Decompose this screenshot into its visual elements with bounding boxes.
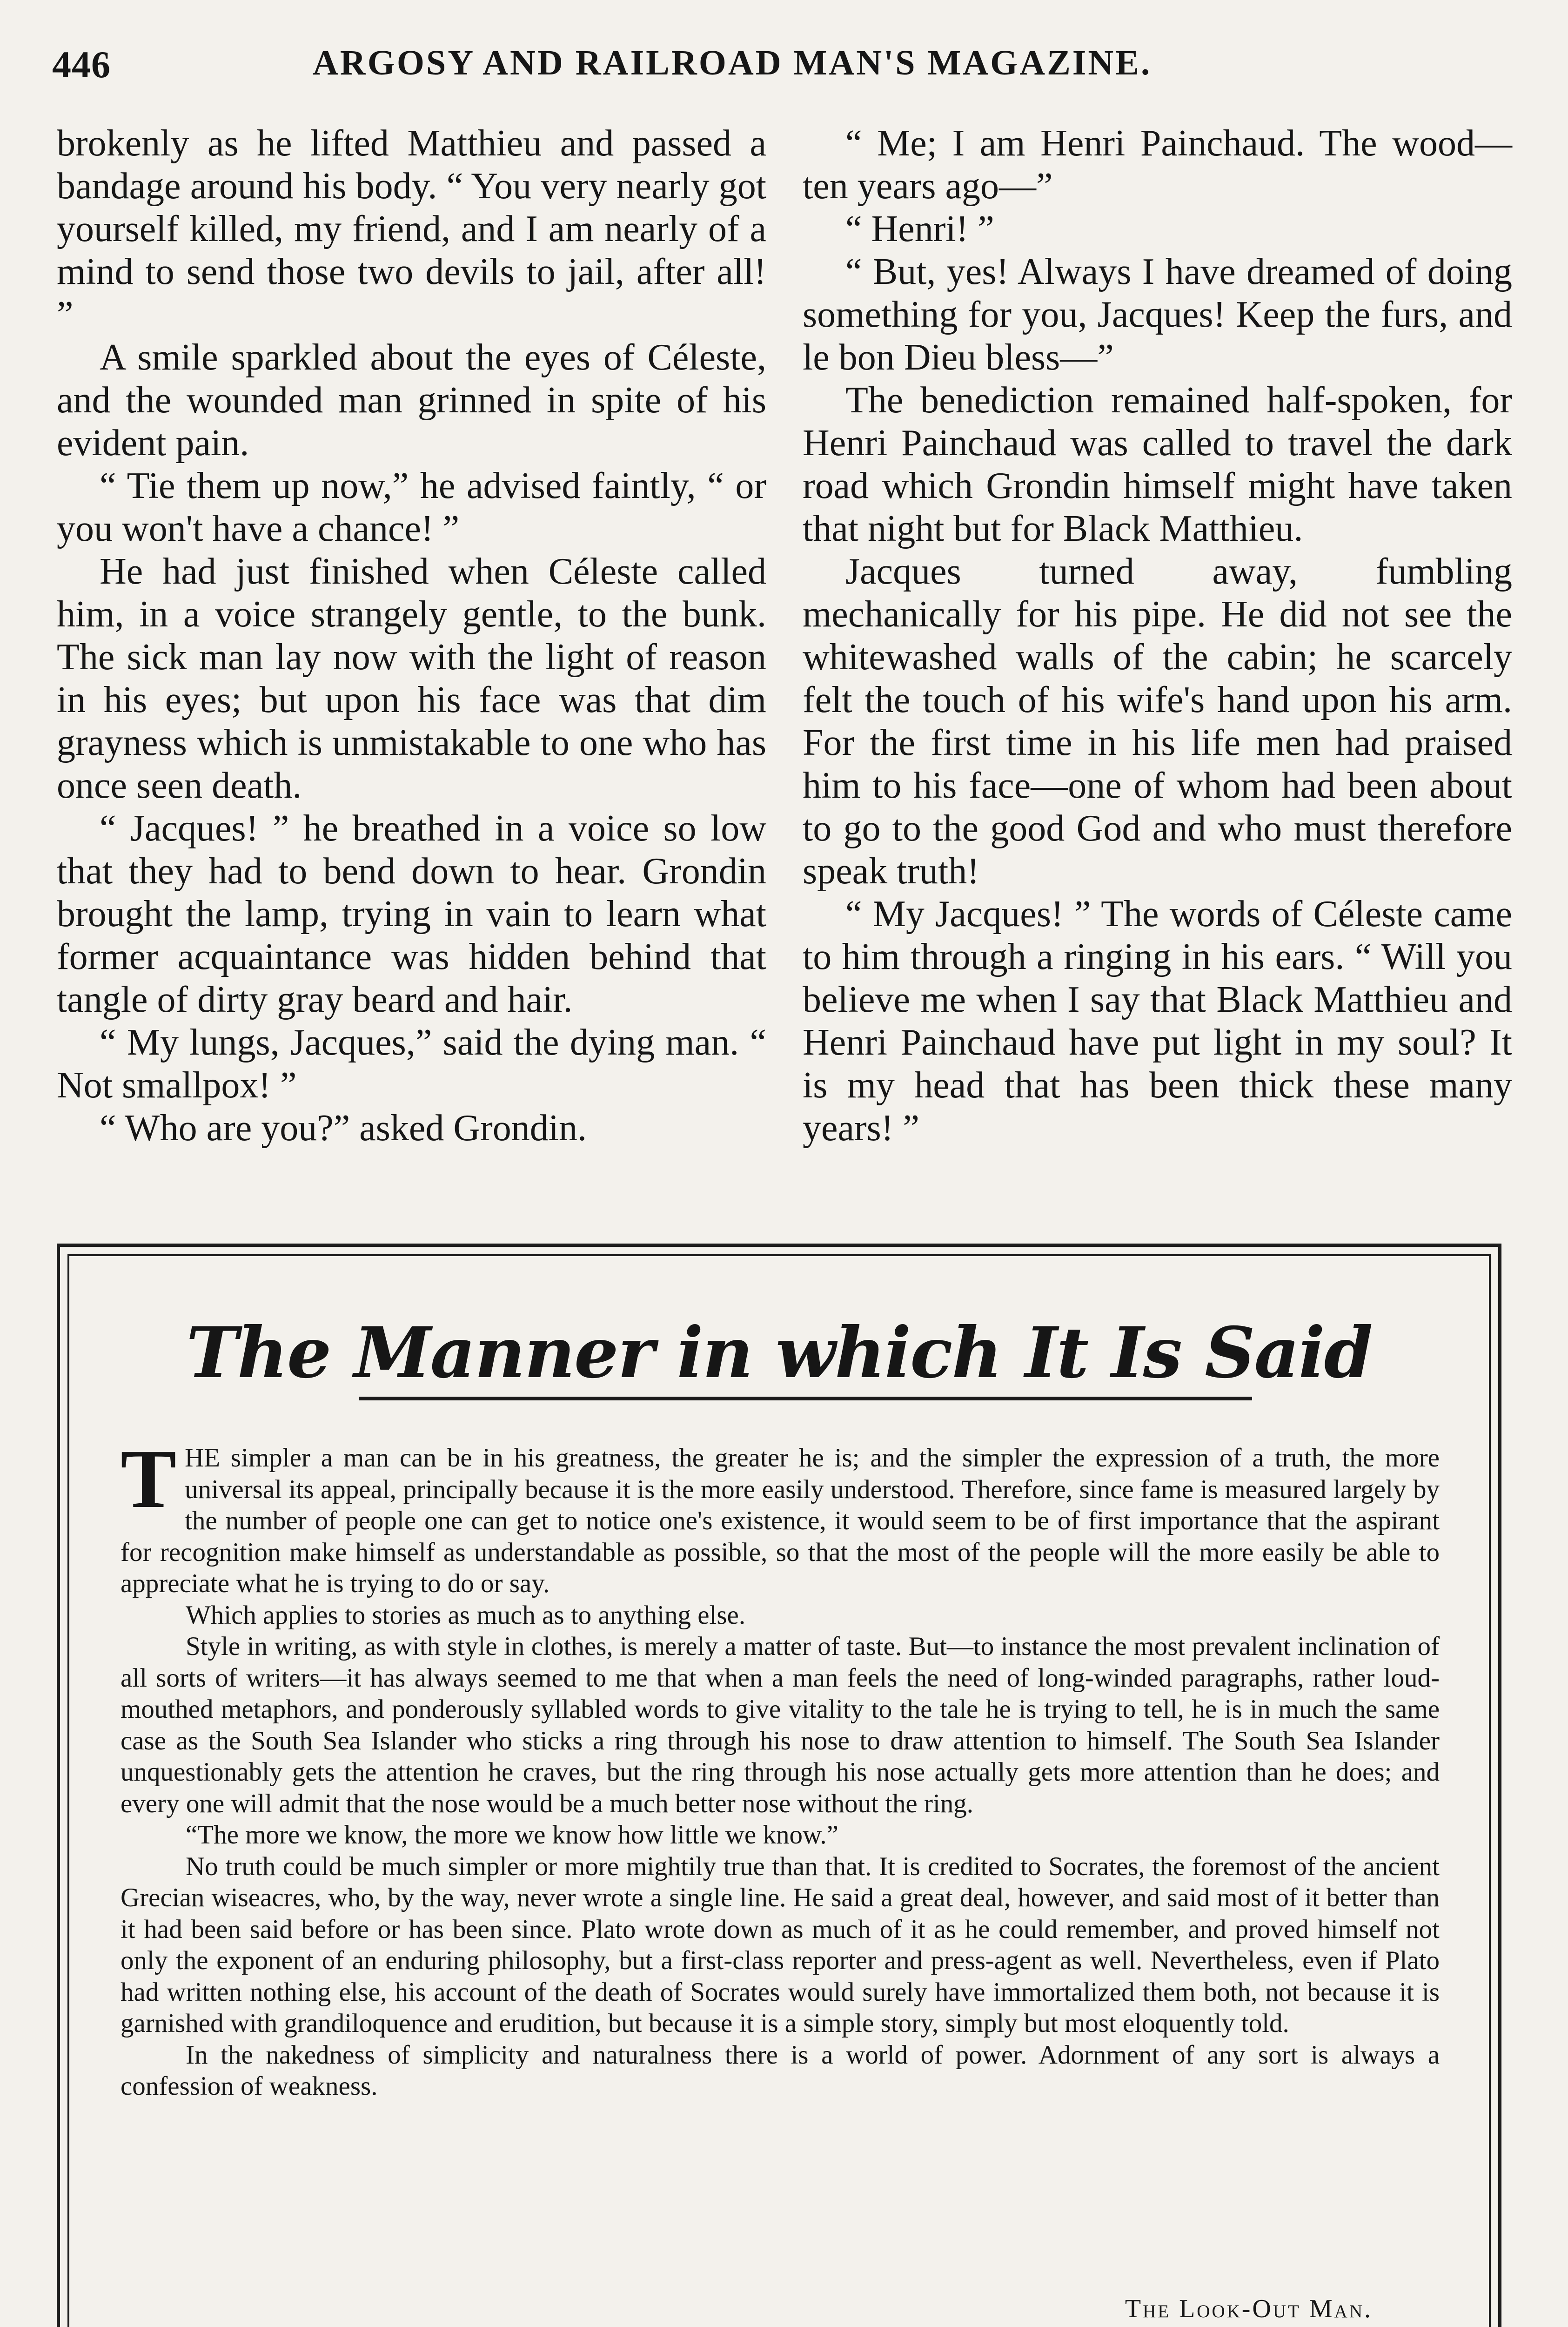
story-paragraph: Jacques turned away, fumbling mechanically for his pipe. He did not see the whitewashed walls of the cabin; he scarcely felt the touch of his wife's hand upon his arm. For the first time in his life men had praised him to his face—one of whom had been about to go to the good God and who must therefore speak truth! bbox=[803, 551, 1512, 892]
drop-cap: T bbox=[121, 1433, 177, 1525]
story-paragraph: brokenly as he lifted Matthieu and passed a bandage around his body. “ You very nearly got yourself killed, my friend, and I am nearly of a mind to send those two devils to jail, after all! ” bbox=[57, 123, 766, 335]
page-header bbox=[52, 43, 1243, 94]
story-left-column bbox=[57, 122, 766, 1150]
story-paragraph: “ Who are you?” asked Grondin. bbox=[100, 1108, 587, 1149]
essay-title: The Manner in which It Is Said bbox=[186, 1312, 1372, 1394]
essay-body bbox=[121, 1433, 1440, 2102]
essay-paragraph: Which applies to stories as much as to anything else. bbox=[186, 1600, 746, 1630]
essay-first-paragraph-text: HE simpler a man can be in his greatness, the greater he is; and the simpler the expression of a truth, the more universal its appeal, principally because it is the more easily understood. Therefore, since fame is measured largely by the number of people one can get to notice one's existence, it would seem to be of first importance that the aspirant for recognition make himself as understandable as possible, so that the most of the people will the more easily be able to appreciate what he is trying to do or say. bbox=[121, 1443, 1440, 1598]
story-paragraph: He had just finished when Céleste called him, in a voice strangely gentle, to the bunk. The sick man lay now with the light of reason in his eyes; but upon his face was that dim grayness which is unmistakable to one who has once seen death. bbox=[57, 551, 766, 806]
story-paragraph: “ Me; I am Henri Painchaud. The wood—ten years ago—” bbox=[803, 123, 1512, 207]
page-number: 446 bbox=[52, 43, 111, 86]
essay-paragraph: “The more we know, the more we know how little we know.” bbox=[186, 1820, 838, 1849]
essay-first-paragraph bbox=[121, 1433, 1440, 1600]
story-paragraph: A smile sparkled about the eyes of Céleste, and the wounded man grinned in spite of his evident pain. bbox=[57, 337, 766, 464]
essay-paragraph: No truth could be much simpler or more mightily true than that. It is credited to Socrates, the foremost of the ancient Grecian wiseacres, who, by the way, never wrote a single line. He said a great deal, however, and said most of it better than it had been said before or has been since. Plato wrote down as much of it as he could remember, and proved himself not only the exponent of an enduring philosophy, but a first-class reporter and press-agent as well. Nevertheless, even if Plato had written nothing else, his account of the death of Socrates would surely have immortalized them both, not because it is garnished with grandiloquence and erudition, but because it is a simple story, simply but most eloquently told. bbox=[121, 1851, 1440, 2038]
running-title: ARGOSY AND RAILROAD MAN'S MAGAZINE. bbox=[313, 43, 1152, 82]
story-paragraph: “ My lungs, Jacques,” said the dying man. “ Not smallpox! ” bbox=[57, 1022, 766, 1106]
story-paragraph: “ Jacques! ” he breathed in a voice so low that they had to bend down to hear. Grondin brought the lamp, trying in vain to learn what former acquaintance was hidden behind that tangle of dirty gray beard and hair. bbox=[57, 808, 766, 1020]
story-paragraph: “ My Jacques! ” The words of Céleste came to him through a ringing in his ears. “ Will you believe me when I say that Black Matthieu and Henri Painchaud have put light in my soul? It is my head that has been thick these many years! ” bbox=[803, 894, 1512, 1149]
essay-paragraph: In the nakedness of simplicity and naturalness there is a world of power. Adornment of any sort is always a confession of weakness. bbox=[121, 2040, 1440, 2101]
title-underline bbox=[359, 1397, 1252, 1400]
essay-paragraph: Style in writing, as with style in clothes, is merely a matter of taste. But—to instance the most prevalent inclination of all sorts of writers—it has always seemed to me that when a man feels the need of long-winded paragraphs, rather loud-mouthed metaphors, and ponderously syllabled words to give vitality to the tale he is trying to tell, he is in much the same case as the South Sea Islander who sticks a ring through his nose to draw attention to himself. The South Sea Islander unquestionably gets the attention he craves, but the ring through his nose actually gets more attention than he does; and every one will admit that the nose would be a much better nose without the ring. bbox=[121, 1632, 1440, 1818]
story-paragraph: The benediction remained half-spoken, for Henri Painchaud was called to travel the dark road which Grondin himself might have taken that night but for Black Matthieu. bbox=[803, 380, 1512, 549]
story-paragraph: “ But, yes! Always I have dreamed of doing something for you, Jacques! Keep the furs, and le bon Dieu bless—” bbox=[803, 251, 1512, 378]
story-right-column bbox=[803, 122, 1512, 1150]
story-paragraph: “ Henri! ” bbox=[845, 208, 994, 249]
story-paragraph: “ Tie them up now,” he advised faintly, “ or you won't have a chance! ” bbox=[57, 465, 766, 549]
essay-box bbox=[57, 1244, 1501, 2327]
essay-signature: The Look-Out Man. bbox=[1125, 2294, 1373, 2323]
